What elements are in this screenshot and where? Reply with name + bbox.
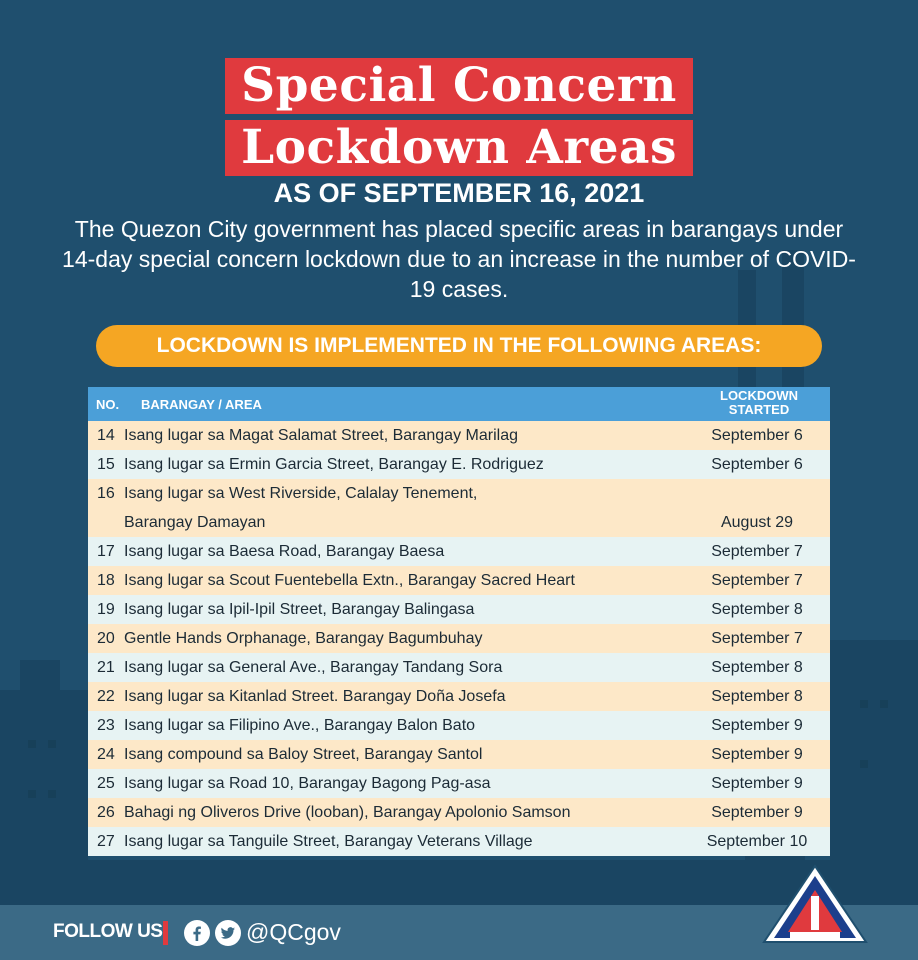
twitter-icon[interactable]: [215, 920, 241, 946]
row-number: 17: [97, 543, 115, 560]
row-number: 19: [97, 601, 115, 618]
row-area-line2: Barangay Damayan: [124, 514, 266, 531]
footer-divider: [163, 921, 168, 945]
row-area: Isang compound sa Baloy Street, Barangay Santol: [124, 746, 483, 763]
row-area: Isang lugar sa Tanguile Street, Barangay Veterans Village: [124, 833, 533, 850]
lockdown-table: [88, 387, 830, 856]
row-started: September 7: [711, 572, 803, 589]
table-row: [88, 653, 830, 682]
column-header-started-line2: STARTED: [728, 402, 790, 417]
table-row: [88, 682, 830, 711]
table-row: [88, 421, 830, 450]
row-area: Isang lugar sa Ermin Garcia Street, Barangay E. Rodriguez: [124, 456, 544, 473]
row-area: [124, 479, 477, 537]
row-number: 25: [97, 775, 115, 792]
row-started: August 29: [720, 514, 794, 531]
title-line-1: Special Concern: [225, 58, 693, 114]
row-area: Isang lugar sa Scout Fuentebella Extn., Barangay Sacred Heart: [124, 572, 575, 589]
row-number: 24: [97, 746, 115, 763]
page-title: [0, 58, 918, 176]
row-area: Isang lugar sa Road 10, Barangay Bagong Pag-asa: [124, 775, 491, 792]
column-header-started-line1: LOCKDOWN: [720, 388, 798, 403]
title-line-2: Lockdown Areas: [225, 120, 693, 176]
row-number: 26: [97, 804, 115, 821]
row-started: September 10: [706, 833, 808, 850]
table-row: [88, 566, 830, 595]
column-header-no: NO.: [96, 397, 120, 412]
table-row: [88, 740, 830, 769]
implemented-areas-banner: LOCKDOWN IS IMPLEMENTED IN THE FOLLOWING AREAS:: [96, 325, 822, 367]
row-area: Isang lugar sa Magat Salamat Street, Barangay Marilag: [124, 427, 518, 444]
row-started: September 9: [711, 717, 803, 734]
row-number: 23: [97, 717, 115, 734]
row-started: September 8: [711, 688, 803, 705]
row-number: 22: [97, 688, 115, 705]
table-row: [88, 450, 830, 479]
row-area: Bahagi ng Oliveros Drive (looban), Barangay Apolonio Samson: [124, 804, 571, 821]
row-number: 16: [97, 485, 115, 502]
row-started: September 8: [711, 659, 803, 676]
row-area: Gentle Hands Orphanage, Barangay Bagumbuhay: [124, 630, 483, 647]
row-started: September 6: [711, 456, 803, 473]
table-row: [88, 595, 830, 624]
social-handle[interactable]: @QCgov: [246, 919, 341, 945]
row-area: Isang lugar sa Ipil-Ipil Street, Barangay Balingasa: [124, 601, 475, 618]
as-of-date: AS OF SEPTEMBER 16, 2021: [273, 178, 645, 208]
row-started: September 8: [711, 601, 803, 618]
row-area: Isang lugar sa Baesa Road, Barangay Baesa: [124, 543, 445, 560]
table-row: [88, 537, 830, 566]
table-row: [88, 769, 830, 798]
row-number: 27: [97, 833, 115, 850]
follow-us-label: FOLLOW US: [53, 921, 163, 942]
quezon-city-seal-logo: [760, 862, 870, 946]
row-started: September 6: [711, 427, 803, 444]
table-header: [88, 387, 830, 421]
row-area: Isang lugar sa Kitanlad Street. Barangay Doña Josefa: [124, 688, 506, 705]
row-number: 14: [97, 427, 115, 444]
table-row: [88, 479, 830, 537]
row-number: 21: [97, 659, 115, 676]
facebook-icon[interactable]: [184, 920, 210, 946]
column-header-area: BARANGAY / AREA: [141, 397, 262, 412]
row-number: 15: [97, 456, 115, 473]
row-started: September 9: [711, 804, 803, 821]
row-started: September 7: [711, 630, 803, 647]
table-row: [88, 827, 830, 856]
description-text: The Quezon City government has placed specific areas in barangays under 14-day special concern lockdown due to an increase in the number of COVID-19 cases.: [62, 216, 856, 302]
row-number: 18: [97, 572, 115, 589]
table-row: [88, 798, 830, 827]
row-started: September 9: [711, 775, 803, 792]
column-header-started: [704, 389, 814, 417]
table-row: [88, 624, 830, 653]
row-area-line1: Isang lugar sa West Riverside, Calalay Tenement,: [124, 485, 478, 502]
table-row: [88, 711, 830, 740]
row-started: September 7: [711, 543, 803, 560]
row-number: 20: [97, 630, 115, 647]
row-area: Isang lugar sa General Ave., Barangay Tandang Sora: [124, 659, 503, 676]
row-area: Isang lugar sa Filipino Ave., Barangay Balon Bato: [124, 717, 476, 734]
row-started: September 9: [711, 746, 803, 763]
